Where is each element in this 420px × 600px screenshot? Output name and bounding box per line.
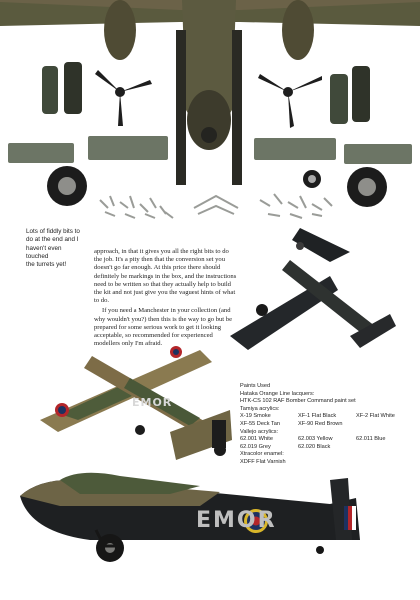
hataka-line: HTK-CS 102 RAF Bomber Command paint set (240, 398, 356, 405)
paint-item: 62.020 Black (298, 443, 331, 450)
aircraft-side-photo (20, 473, 360, 562)
aircraft-code-small: EMOR (132, 396, 173, 409)
paint-row (240, 436, 410, 444)
aircraft-night-top-photo (230, 228, 396, 350)
caption-line: the turrets yet! (26, 261, 67, 269)
small-parts (100, 194, 332, 218)
paint-item: X-19 Smoke (240, 413, 271, 420)
paints-used-box (240, 383, 410, 467)
propeller-right (258, 74, 322, 128)
photo-caption (26, 228, 80, 269)
caption-line: Lots of fiddly bits to (26, 228, 80, 235)
paint-item: 62.001 White (240, 436, 273, 443)
paint-row (240, 421, 410, 429)
vallejo-header: Vallejo acrylics: (240, 428, 279, 435)
article-body (94, 248, 238, 348)
paint-item: XF-1 Flat Black (298, 413, 337, 420)
paint-row (240, 444, 410, 452)
paint-item: 62.003 Yellow (298, 436, 333, 443)
paint-item: XF-55 Deck Tan (240, 420, 281, 427)
paragraph: approach, in that it gives you all the right bits to do the job. It's a pity then that the conversion set you doesn't go far enough. At this price there should definitely be markings in the box, and the instructions need to be written so that they actually help to build the kit and not just give you the vaguest hints of what to do. (94, 248, 237, 305)
caption-line: haven't even touched (26, 244, 62, 260)
paint-item: 62.011 Blue (356, 436, 386, 443)
caption-line: do at the end and I (26, 236, 79, 244)
paints-title: Paints Used (240, 383, 271, 389)
parts-doors-left (42, 62, 82, 114)
xtracolor-header: Xtracolor enamel: (240, 451, 284, 458)
aircraft-code-large: EMOR (196, 508, 277, 533)
parts-doors-right (330, 66, 370, 124)
wheels (47, 166, 387, 207)
hataka-header: Hataka Orange Line lacquers: (240, 390, 315, 397)
paint-item: XF-2 Flat White (356, 413, 395, 420)
propeller-left (95, 70, 152, 126)
paint-row (240, 413, 410, 421)
xtracolor-line: XDFF Flat Varnish (240, 458, 286, 465)
paragraph: If you need a Manchester in your collection (and why wouldn't you?) then this is the way to go but be prepared for some serious work to get it looking acceptable, so recommended for experienced modellers only I'm afraid. (94, 307, 232, 348)
paint-item: 62.019 Grey (240, 443, 271, 450)
tamiya-header: Tamiya acrylics: (240, 405, 280, 412)
paint-item: XF-90 Red Brown (298, 420, 343, 427)
